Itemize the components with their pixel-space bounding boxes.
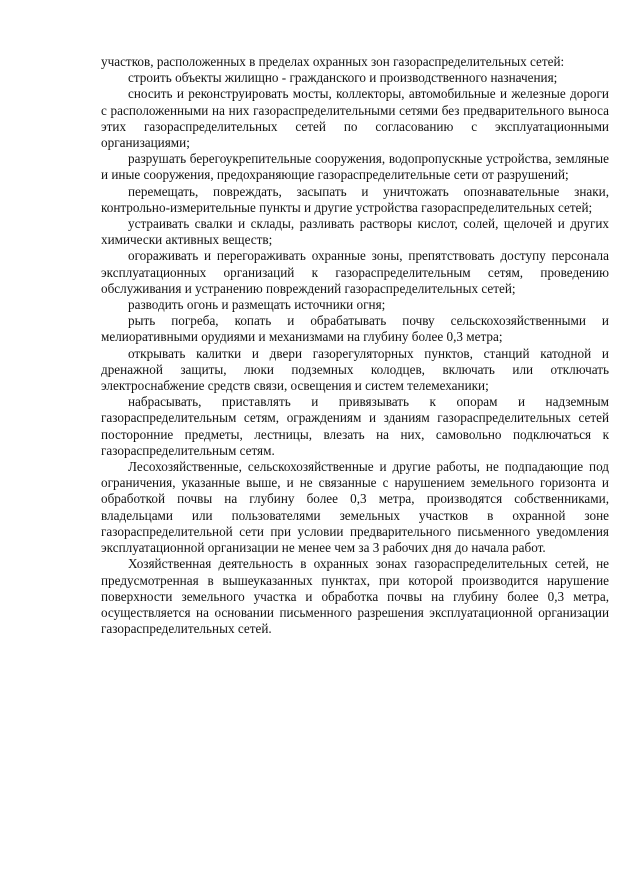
paragraph-item-dumps: устраивать свалки и склады, разливать растворы кислот, солей, щелочей и других химически активных веществ; — [101, 216, 609, 248]
paragraph-economic-activity: Хозяйственная деятельность в охранных зонах газораспределительных сетей, не предусмотренная в вышеуказанных пунктах, при которой производится нарушение поверхности земельного участка и обработка почвы на глубину более 0,3 метра, осуществляется на основании письменного разрешения эксплуатационной организации газораспределительных сетей. — [101, 556, 609, 637]
paragraph-item-build: строить объекты жилищно - гражданского и производственного назначения; — [128, 70, 558, 86]
paragraph-item-move-signs: перемещать, повреждать, засыпать и уничтожать опознавательные знаки, контрольно-измерительные пункты и другие устройства газораспределительных сетей; — [101, 183, 609, 215]
paragraph-forestry-works: Лесохозяйственные, сельскохозяйственные и другие работы, не подпадающие под ограничения, указанные выше, и не связанные с нарушением земельного горизонта и обработкой почвы на глубину более 0,3 метра, производятся собственниками, владельцами или пользователями земельных участков в охранной зоне газораспределительной сети при условии предварительного письменного уведомления эксплуатационной организации не менее чем за 3 рабочих дня до начала работ. — [101, 459, 609, 556]
paragraph-item-destroy-structures: разрушать берегоукрепительные сооружения, водопропускные устройства, земляные и иные сооружения, предохраняющие газораспределительные сети от разрушений; — [101, 151, 609, 183]
paragraph-item-fence: огораживать и перегораживать охранные зоны, препятствовать доступу персонала эксплуатационных организаций к газораспределительным сетям, проведению обслуживания и устранению повреждений газораспределительных сетей; — [101, 248, 609, 296]
paragraph-item-attach: набрасывать, приставлять и привязывать к опорам и надземным газораспределительным сетям, ограждениям и зданиям газораспределительных сетей посторонние предметы, лестницы, влезать на них, самовольно подключаться к газораспределительным сетям. — [101, 394, 609, 458]
paragraph-item-demolish: сносить и реконструировать мосты, коллекторы, автомобильные и железные дороги с расположенными на них газораспределительными сетями без предварительного выноса этих газораспределительных сетей по согласованию с эксплуатационными организациями; — [101, 86, 609, 151]
paragraph-item-doors: открывать калитки и двери газорегуляторных пунктов, станций катодной и дренажной защиты, люки подземных колодцев, включать или отключать электроснабжение средств связи, освещения и систем телемеханики; — [101, 345, 609, 394]
paragraph-intro: участков, расположенных в пределах охранных зон газораспределительных сетей: — [101, 54, 565, 69]
paragraph-item-fire: разводить огонь и размещать источники огня; — [128, 297, 386, 313]
document-page — [101, 54, 609, 637]
paragraph-item-dig: рыть погреба, копать и обрабатывать почву сельскохозяйственными и мелиоративными орудиями и механизмами на глубину более 0,3 метра; — [101, 313, 609, 345]
